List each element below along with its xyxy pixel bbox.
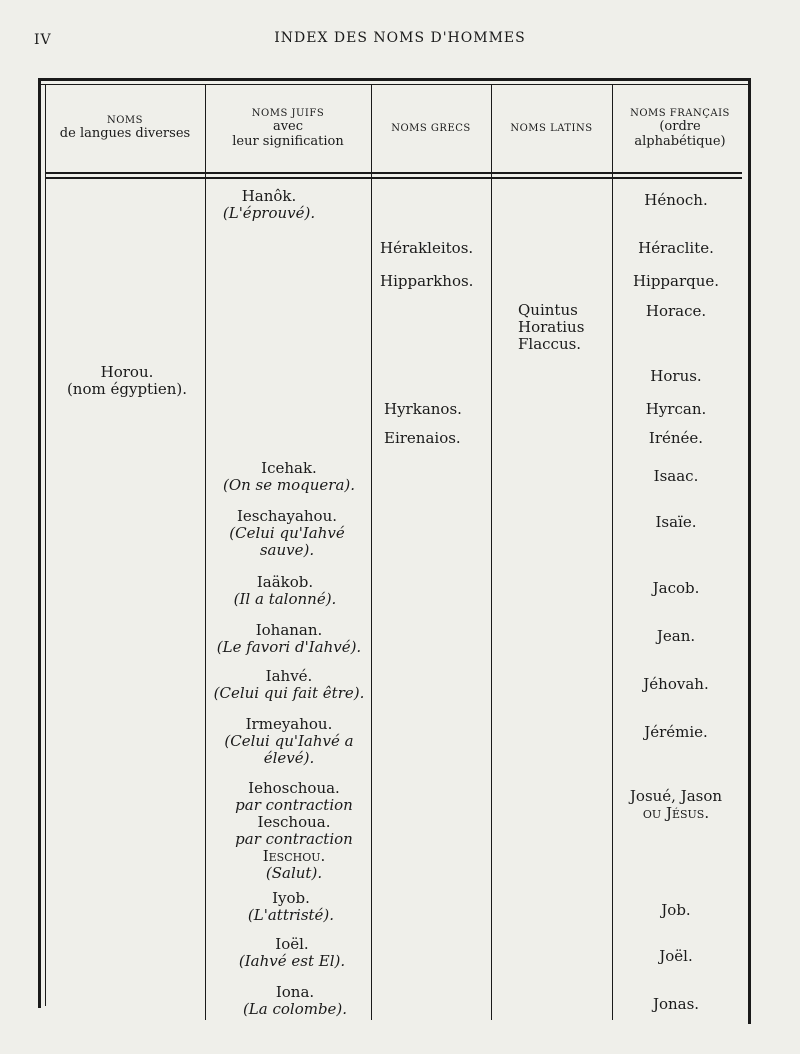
page-number: IV <box>34 32 52 48</box>
jewish-name: Iona. <box>275 983 315 1001</box>
header-francais-line2: (ordre <box>659 118 701 134</box>
other-name: Horou. <box>100 363 154 381</box>
french-heraclite: Héraclite. <box>638 239 714 257</box>
jewish-meaning: (Il a talonné). <box>233 590 337 608</box>
header-grecs-title: NOMS GRECS <box>391 122 471 134</box>
latin-horatius <box>518 302 584 353</box>
header-latins <box>492 88 611 168</box>
french-jonas: Jonas. <box>652 995 700 1013</box>
header-francais <box>613 88 747 168</box>
jewish-irmeyahou <box>214 716 364 767</box>
french-isaac: Isaac. <box>653 467 699 485</box>
jewish-name: Iehoschoua. <box>248 779 340 797</box>
jewish-name: Iaäkob. <box>256 573 314 591</box>
jewish-name: Ieschoua. <box>257 813 331 831</box>
header-juifs-title: NOMS JUIFS <box>251 107 325 119</box>
french-jacob: Jacob. <box>652 579 700 597</box>
header-francais-title: NOMS FRANÇAIS <box>630 107 730 119</box>
running-head: INDEX DES NOMS D'HOMMES <box>274 30 526 46</box>
jewish-icehak <box>210 460 368 494</box>
jewish-name: Irmeyahou. <box>245 715 333 733</box>
french-hyrcan: Hyrcan. <box>645 400 707 418</box>
jewish-meaning: (Le favori d'Iahvé). <box>216 638 362 656</box>
jewish-meaning: (Celui qui fait être). <box>213 684 365 702</box>
french-henoch: Hénoch. <box>644 191 708 209</box>
header-diverses-title: NOMS <box>106 115 144 126</box>
latin-nomen: Horatius <box>518 318 585 336</box>
header-bottom-rule-2 <box>46 177 742 179</box>
latin-cognomen: Flaccus. <box>518 335 582 353</box>
table-top-rule-thin <box>38 84 750 85</box>
french-jean: Jean. <box>656 627 696 645</box>
jewish-note: par contraction <box>235 830 353 848</box>
table-top-rule <box>38 78 750 81</box>
jewish-name: Hanôk. <box>241 187 297 205</box>
header-juifs-line2: avec <box>272 118 304 134</box>
french-irenee: Irénée. <box>648 429 704 447</box>
jewish-name: Iahvé. <box>265 667 313 685</box>
header-latins-title: NOMS LATINS <box>510 122 593 134</box>
other-horou <box>52 364 202 398</box>
jewish-name: Icehak. <box>261 459 317 477</box>
column-divider-1 <box>205 84 206 1020</box>
table-left-border-inner <box>45 84 46 1006</box>
french-josue <box>616 788 736 822</box>
jewish-iohanan <box>208 622 370 656</box>
french-isaie: Isaïe. <box>655 513 697 531</box>
jewish-hanok <box>206 188 332 222</box>
french-jehovah: Jéhovah. <box>643 675 709 693</box>
header-juifs <box>206 88 370 168</box>
french-hipparque: Hipparque. <box>632 272 720 290</box>
greek-eirenaios: Eirenaios. <box>384 429 461 447</box>
jewish-iaakob <box>218 574 352 608</box>
jewish-meaning: sauve). <box>259 541 315 559</box>
french-job: Job. <box>661 901 691 919</box>
jewish-meaning: (L'éprouvé). <box>222 204 316 222</box>
greek-hyrkanos: Hyrkanos. <box>384 400 462 418</box>
french-joel: Joël. <box>659 947 693 965</box>
jewish-meaning: (On se moquera). <box>222 476 356 494</box>
jewish-note: par contraction <box>235 796 353 814</box>
jewish-name: Ieschou. <box>262 847 326 865</box>
jewish-name: Iohanan. <box>255 621 323 639</box>
table-left-border <box>38 78 41 1008</box>
jewish-meaning: (Iahvé est El). <box>238 952 346 970</box>
jewish-name: Ioël. <box>275 935 309 953</box>
jewish-meaning: élevé). <box>263 749 315 767</box>
greek-herakleitos: Hérakleitos. <box>380 239 474 257</box>
jewish-iahve <box>208 668 370 702</box>
jewish-name: Iyob. <box>272 889 310 907</box>
jewish-iona <box>222 984 368 1018</box>
table-right-border <box>748 78 751 1024</box>
column-divider-3 <box>491 84 492 1020</box>
jewish-meaning: (Celui qu'Iahvé <box>229 524 345 542</box>
french-name: Josué, Jason <box>629 787 723 805</box>
header-diverses <box>46 88 204 168</box>
jewish-meaning: (Celui qu'Iahvé a <box>224 732 354 750</box>
other-note: (nom égyptien). <box>66 380 188 398</box>
header-francais-line3: alphabétique) <box>634 133 726 149</box>
jewish-meaning: (L'attristé). <box>247 906 335 924</box>
jewish-name: Ieschayahou. <box>236 507 338 525</box>
french-horace: Horace. <box>645 302 707 320</box>
column-divider-4 <box>612 84 613 1020</box>
french-jeremie: Jérémie. <box>644 723 708 741</box>
jewish-iehoschoua <box>214 780 374 882</box>
header-grecs <box>372 88 490 168</box>
jewish-meaning: (La colombe). <box>242 1000 348 1018</box>
jewish-ioel <box>224 936 360 970</box>
french-horus: Horus. <box>650 367 702 385</box>
jewish-ieschayahou <box>212 508 362 559</box>
jewish-iyob <box>226 890 356 924</box>
header-bottom-rule <box>46 172 742 174</box>
header-juifs-line3: leur signification <box>232 133 344 149</box>
french-name-alt: ou Jésus. <box>642 804 710 822</box>
jewish-meaning: (Salut). <box>265 864 323 882</box>
latin-praenomen: Quintus <box>518 301 578 319</box>
greek-hipparkhos: Hipparkhos. <box>380 272 474 290</box>
header-diverses-sub: de langues diverses <box>59 126 191 141</box>
